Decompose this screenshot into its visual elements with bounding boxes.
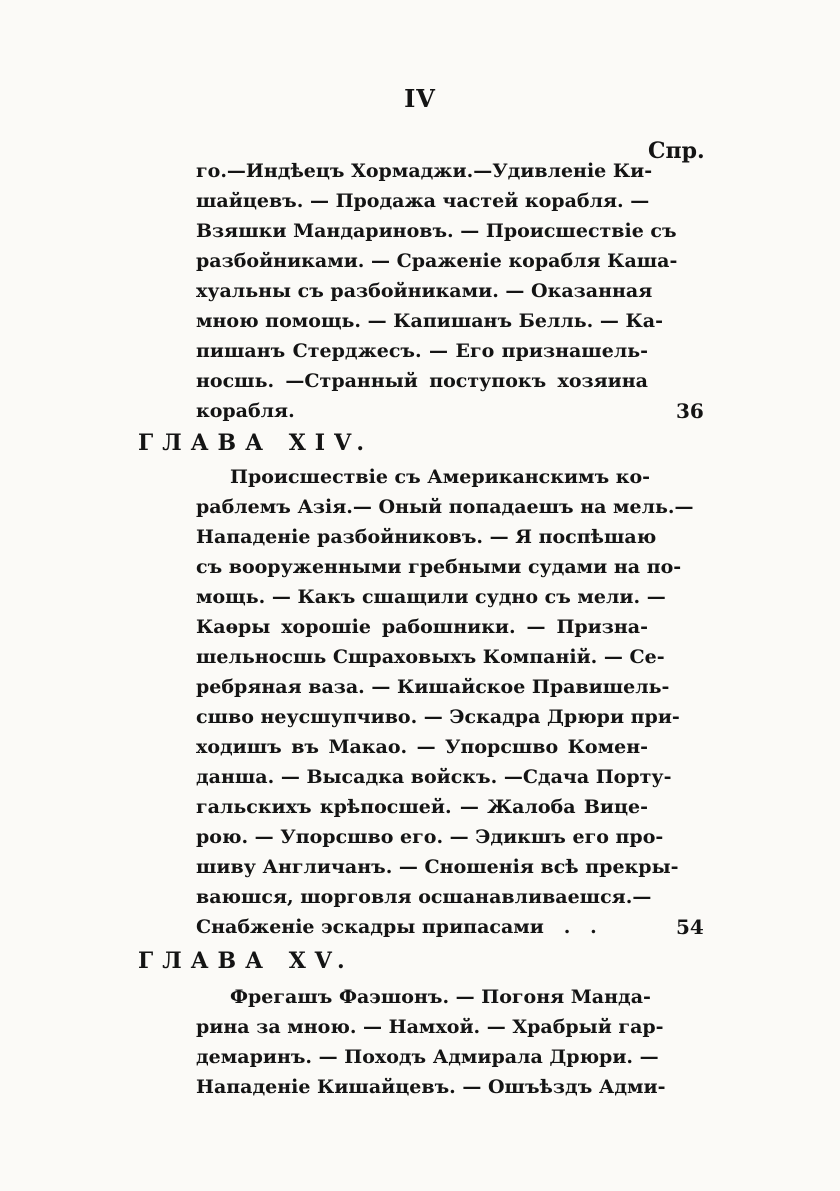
toc-line: Снабженіе эскадры припасами . . [196,916,597,938]
toc-entry-chapter-13-continued [196,156,678,426]
page-reference: 36 [676,399,704,423]
toc-line: демаринъ. — Походъ Адмирала Дрюри. — [196,1046,659,1068]
page-number: IV [404,84,436,113]
toc-line: Происшествіе съ Американскимъ ко- [230,466,651,488]
toc-line: данша. — Высадка войскъ. —Сдача Порту- [196,766,672,788]
toc-line: рина за мною. — Намхой. — Храбрый гар- [196,1016,664,1038]
toc-line: пишанъ Стерджесъ. — Его признашель- [196,340,648,362]
toc-line: го.—Индѣецъ Хормаджи.—Удивленіе Ки- [196,160,653,182]
pages-column-label: Спр. [648,138,705,164]
toc-line: рою. — Упорсшво его. — Эдикшъ его про- [196,826,664,848]
toc-line: корабля. [196,400,295,422]
chapter-heading: ГЛАВА XIV. [138,430,373,456]
toc-line: Нападеніе разбойниковъ. — Я поспѣшаю [196,526,657,548]
toc-line: сшво неусшупчиво. — Эскадра Дрюри при- [196,706,680,728]
toc-line: Взяшки Мандариновъ. — Происшествіе съ [196,220,677,242]
toc-line: мощь. — Какъ сшащили судно съ мели. — [196,586,666,608]
toc-line: мною помощь. — Капишанъ Белль. — Ка- [196,310,663,332]
toc-line: шельносшь Сшраховыхъ Компаній. — Се- [196,646,665,668]
toc-line: Нападеніе Кишайцевъ. — Ошъѣздъ Адми- [196,1076,666,1098]
toc-line: носшь. —Странный поступокъ хозяина [196,370,648,392]
toc-line: разбойниками. — Сраженіе корабля Каша- [196,250,678,272]
toc-line: ходишъ въ Макао. — Упорсшво Комен- [196,736,648,758]
toc-line: Каѳры хорошіе рабошники. — Призна- [196,616,648,638]
toc-line: раблемъ Азія.— Оный попадаешъ на мель.— [196,496,694,518]
toc-line: ребряная ваза. — Кишайское Правишель- [196,676,670,698]
toc-line: гальскихъ крѣпосшей. — Жалоба Вице- [196,796,648,818]
page-reference: 54 [676,915,704,939]
toc-line: шайцевъ. — Продажа частей корабля. — [196,190,650,212]
toc-line: съ вооруженными гребными судами на по- [196,556,682,578]
toc-entry-chapter-15 [196,982,666,1102]
toc-line: Фрегашъ Фаэшонъ. — Погоня Манда- [230,986,651,1008]
chapter-heading: ГЛАВА XV. [138,948,354,974]
toc-line: шиву Англичанъ. — Сношенія всѣ прекры- [196,856,679,878]
toc-line: ваюшся, шорговля осшанавливаешся.— [196,886,652,908]
toc-line: хуальны съ разбойниками. — Оказанная [196,280,653,302]
